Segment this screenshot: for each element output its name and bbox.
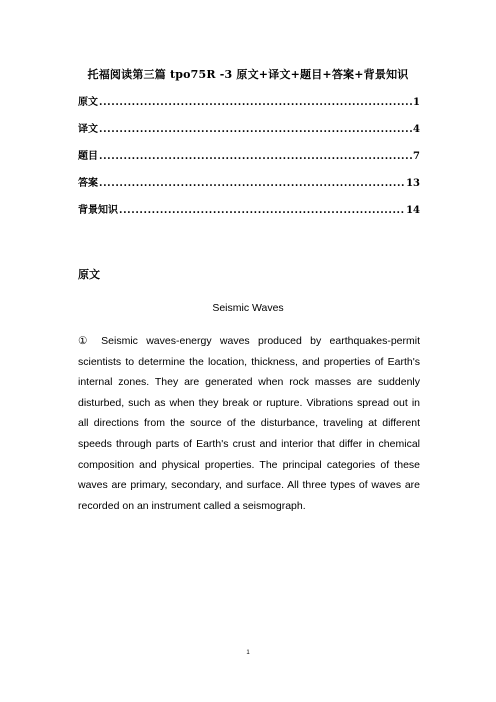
- toc-leader-dots: [99, 151, 412, 161]
- toc-entry-label: 原文: [78, 97, 98, 107]
- toc-entry-label: 题目: [78, 151, 98, 161]
- toc-entry-answers[interactable]: [78, 174, 420, 188]
- toc-entry-label: 答案: [78, 178, 98, 188]
- article-paragraph: ① Seismic waves-energy waves produced by earthquakes-permit scientists to determine the location, thickness, and properties of Earth's internal zones. They are generated when rock masses are suddenly disturbed, such as when they break or rupture. Vibrations spread out in all directions from the source of the disturbance, traveling at different speeds through parts of Earth's crust and interior that differ in chemical composition and physical properties. The principal categories of these waves are primary, secondary, and surface. All three types of waves are recorded on an instrument called a seismograph.: [78, 335, 420, 512]
- toc-entry-questions[interactable]: [78, 147, 420, 161]
- section-heading: 原文: [78, 268, 100, 281]
- toc-entry-label: 译文: [78, 124, 98, 134]
- page-number: 1: [246, 650, 250, 656]
- toc-entry-page: 13: [406, 178, 420, 188]
- toc-entry-page: 14: [406, 205, 420, 215]
- toc-entry-page: 1: [413, 97, 420, 107]
- table-of-contents: [78, 93, 420, 228]
- toc-entry-page: 7: [413, 151, 420, 161]
- toc-leader-dots: [99, 178, 405, 188]
- article-title: Seismic Waves: [212, 302, 284, 314]
- toc-entry-original-text[interactable]: [78, 93, 420, 107]
- toc-leader-dots: [99, 124, 412, 134]
- toc-leader-dots: [119, 205, 405, 215]
- toc-entry-background[interactable]: [78, 201, 420, 215]
- toc-leader-dots: [99, 97, 412, 107]
- toc-entry-page: 4: [413, 124, 420, 134]
- toc-entry-label: 背景知识: [78, 205, 118, 215]
- document-title: 托福阅读第三篇 tpo75R -3 原文+译文+题目+答案+背景知识: [87, 68, 409, 81]
- toc-entry-translation[interactable]: [78, 120, 420, 134]
